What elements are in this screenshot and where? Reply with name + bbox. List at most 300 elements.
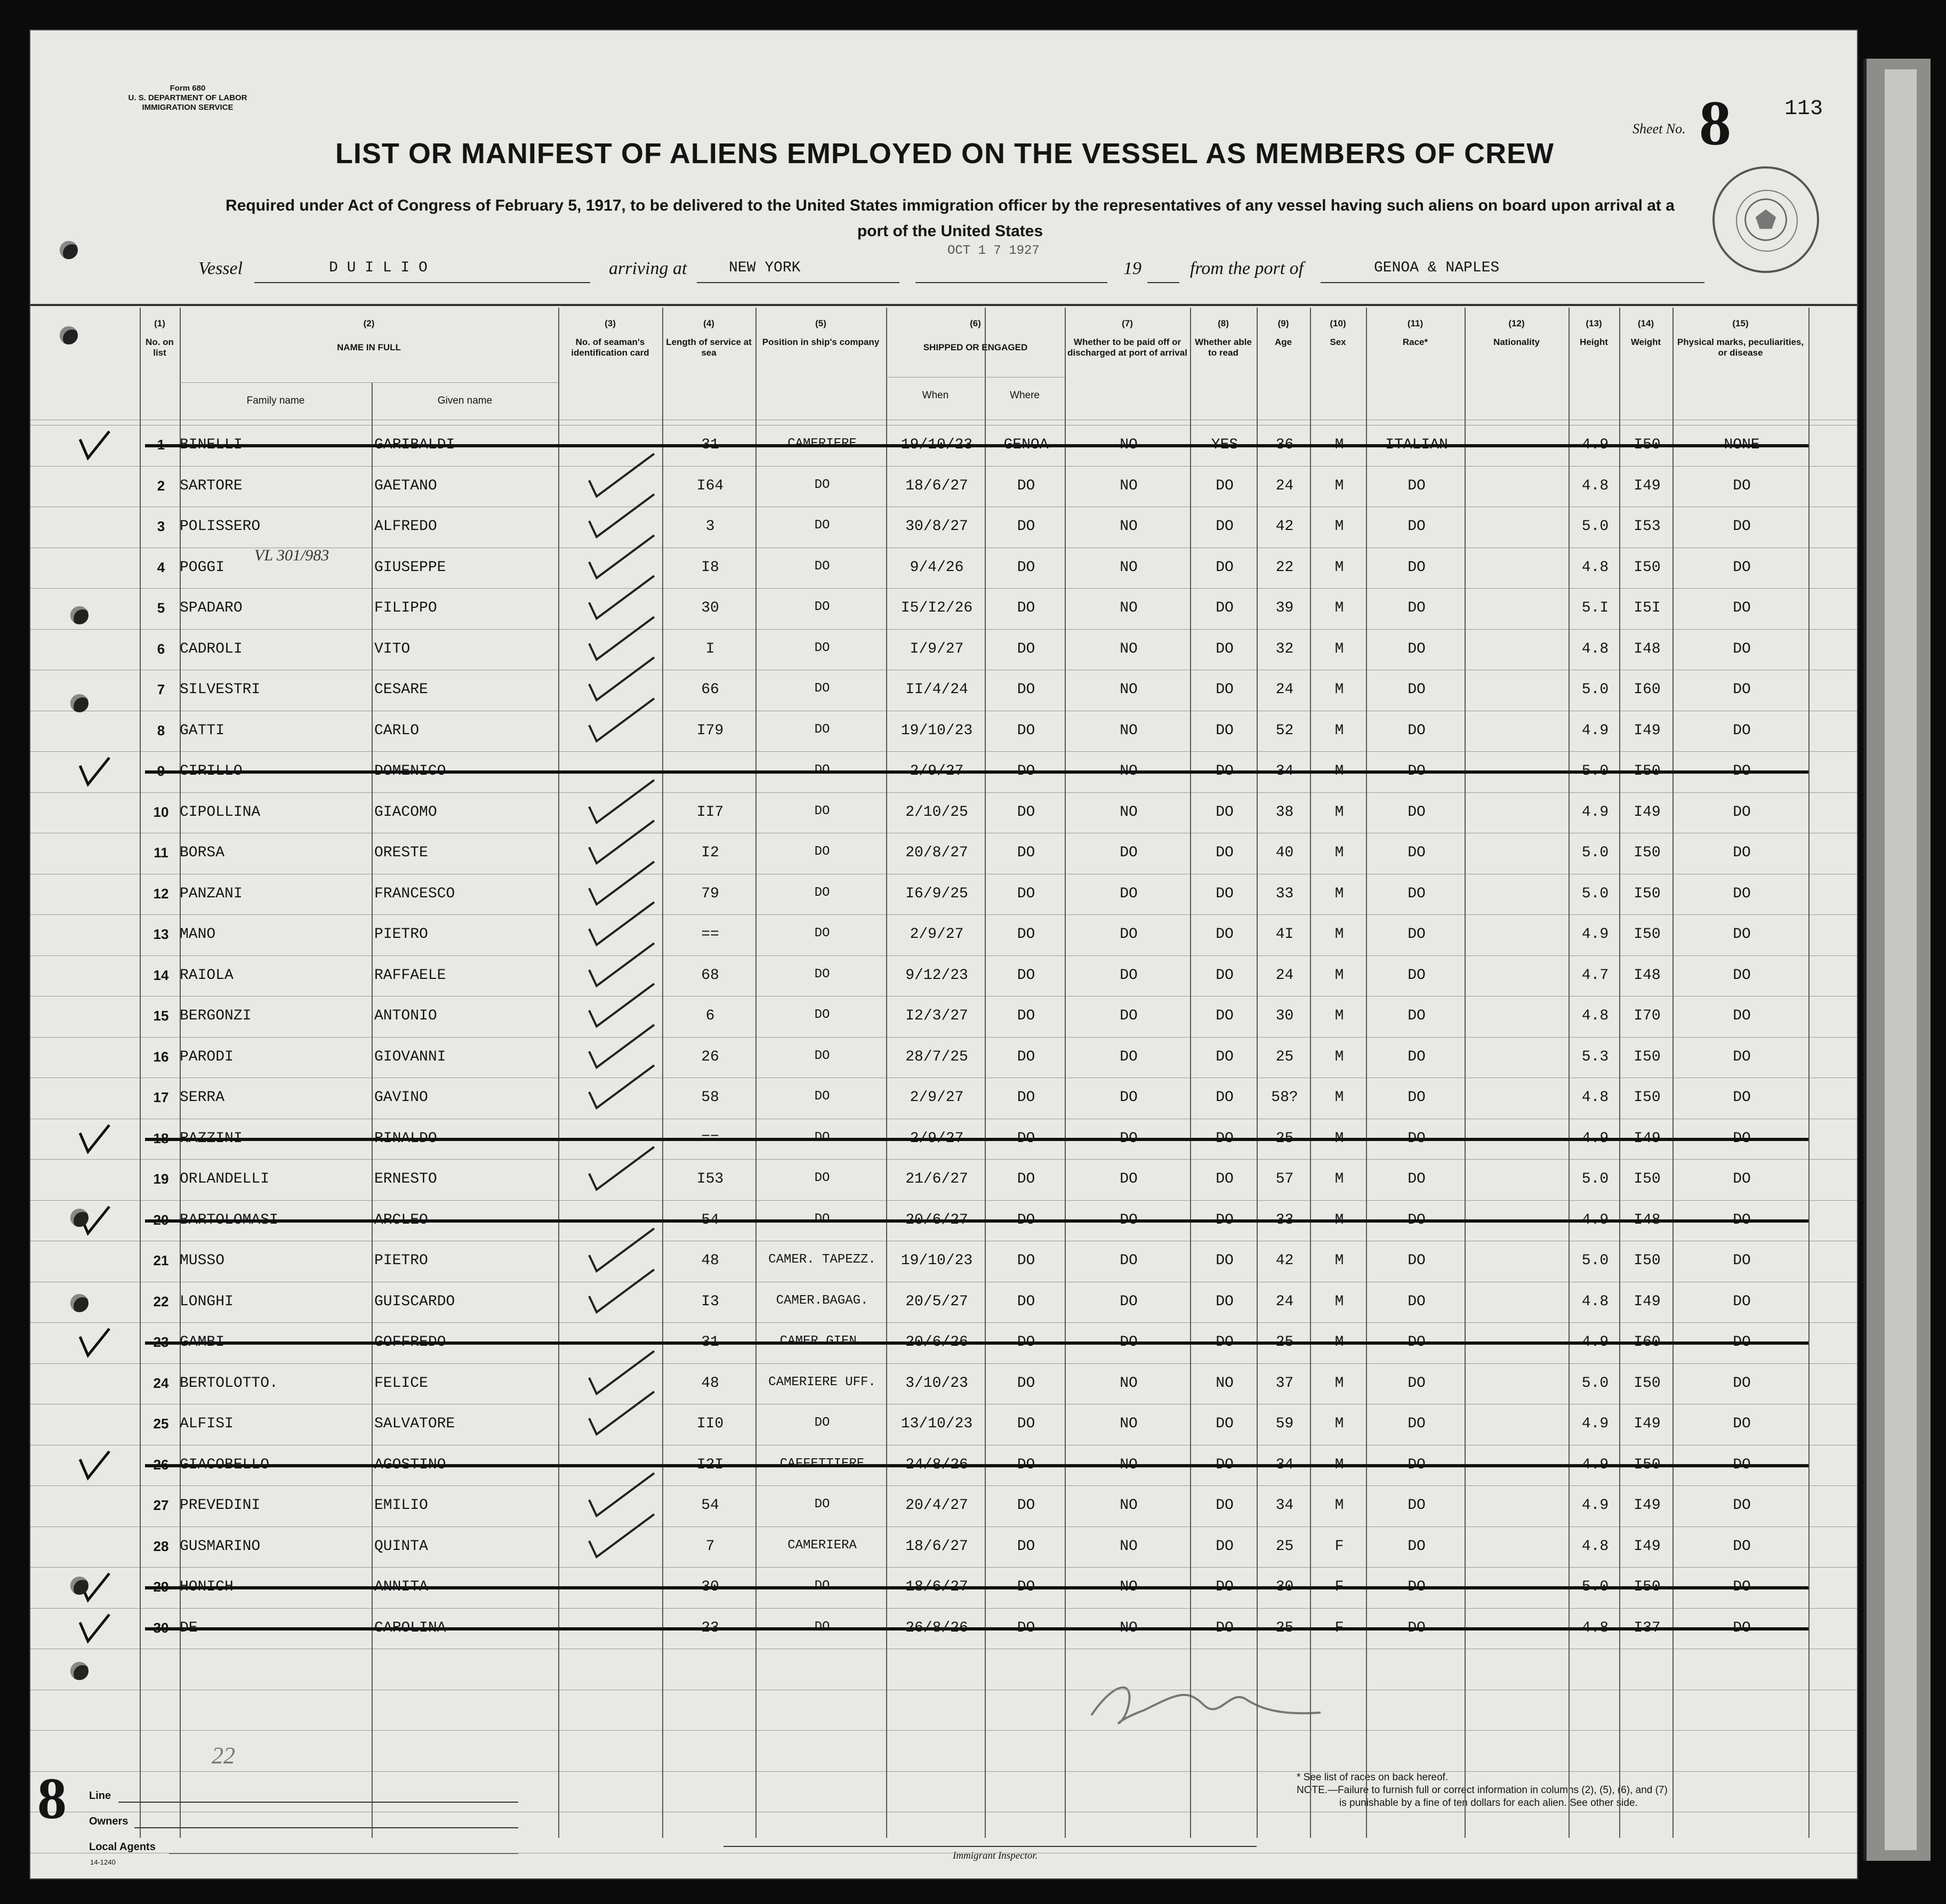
cell-given: GAVINO [374,1089,428,1106]
cell-position: DO [814,477,830,492]
cell-service: 54 [701,1497,719,1514]
cell-marks: DO [1733,1252,1751,1269]
cell-sex: M [1334,437,1344,453]
column-number: (11) [1407,318,1424,328]
arriving-port: NEW YORK [729,260,801,276]
cell-paid: NO [1120,640,1138,657]
cell-age: 25 [1275,1334,1294,1351]
cell-where: DO [1017,1538,1035,1555]
shipped-split-rule [985,377,986,1838]
cell-family: POLISSERO [180,518,261,535]
row-number: 13 [153,926,169,942]
cell-paid: NO [1120,437,1138,453]
row-number: 30 [153,1619,169,1636]
cell-weight: I50 [1634,1375,1661,1392]
row-number: 28 [153,1538,169,1554]
cell-family: POGGI [180,559,225,576]
cell-where: DO [1017,1008,1035,1024]
cell-height: 5.0 [1581,1252,1609,1269]
cell-read: DO [1216,1171,1234,1187]
row-number: 7 [157,681,165,697]
cell-height: 4.8 [1581,1089,1609,1106]
cell-when: 3/10/23 [905,1375,968,1392]
cell-sex: M [1334,804,1344,821]
cell-sex: M [1334,1375,1344,1392]
row-number: 25 [153,1416,169,1432]
cell-weight: I60 [1634,681,1661,698]
penalty-note-line-2: is punishable by a fine of ten dollars for each alien. See other side. [1339,1797,1638,1809]
cell-given: RAFFAELE [374,967,446,984]
cell-service: 79 [701,885,719,902]
cell-marks: DO [1733,804,1751,821]
cell-race: DO [1408,640,1426,657]
cell-paid: NO [1120,559,1138,576]
cell-when: 9/12/23 [905,967,968,984]
cell-age: 37 [1275,1375,1294,1392]
margin-check-icon [77,1612,115,1646]
handwritten-count: 22 [212,1742,235,1769]
cell-paid: DO [1120,845,1138,861]
row-rule [30,1485,1858,1486]
row-rule [30,1771,1858,1772]
cell-weight: I49 [1634,722,1661,739]
cell-age: 39 [1275,600,1294,616]
punch-hole-icon [60,326,78,344]
cell-sex: M [1334,763,1344,780]
cell-marks: DO [1733,600,1751,616]
cell-height: 4.9 [1581,1334,1609,1351]
cell-height: 5.0 [1581,763,1609,780]
where-subhead: Where [1010,390,1040,401]
cell-height: 4.8 [1581,1293,1609,1310]
cell-sex: M [1334,1211,1344,1228]
cell-race: ITALIAN [1385,437,1448,453]
check-mark-icon [585,1267,660,1317]
margin-check-icon [77,1449,115,1483]
cell-weight: I50 [1634,1579,1661,1595]
cell-marks: DO [1733,1538,1751,1555]
cell-position: CAMERIERE [787,437,857,451]
cell-position: DO [814,640,830,655]
row-number: 10 [153,804,169,820]
cell-race: DO [1408,600,1426,616]
cell-family: PREVEDINI [180,1497,261,1514]
cell-position: DO [814,1089,830,1104]
cell-where: DO [1017,1619,1035,1636]
cell-race: DO [1408,967,1426,984]
row-number: 11 [154,845,168,861]
given-name-subhead: Given name [437,395,493,406]
cell-given: ARCLEO [374,1211,428,1228]
cell-height: 4.8 [1581,1008,1609,1024]
cell-when: 20/4/27 [905,1497,968,1514]
check-mark-icon [585,1144,660,1195]
year-label: 19 [1123,259,1141,278]
column-number: (14) [1637,318,1654,328]
cell-given: GIOVANNI [374,1048,446,1065]
cell-read: DO [1216,1089,1234,1106]
row-number: 9 [157,763,165,779]
cell-marks: DO [1733,518,1751,535]
cell-height: 4.8 [1581,559,1609,576]
column-rule [1619,308,1620,1838]
cell-marks: DO [1733,1089,1751,1106]
margin-check-icon [77,1122,115,1157]
cell-read: DO [1216,1619,1234,1636]
cell-race: DO [1408,722,1426,739]
cell-where: DO [1017,477,1035,494]
cell-service: 23 [701,1619,719,1636]
adjacent-page-strip [1885,69,1917,1850]
cell-service: 48 [701,1375,719,1392]
cell-where: DO [1017,1252,1035,1269]
cell-service: 66 [701,681,719,698]
column-number: (8) [1218,318,1229,328]
cell-service: 30 [701,600,719,616]
cell-where: DO [1017,1171,1035,1187]
cell-race: DO [1408,845,1426,861]
cell-weight: I5I [1634,600,1661,616]
cell-read: YES [1211,437,1239,453]
cell-sex: M [1334,1089,1344,1106]
cell-position: DO [814,559,830,574]
cell-height: 4.9 [1581,1130,1609,1147]
cell-marks: DO [1733,763,1751,780]
cell-when: I/9/27 [910,640,964,657]
cell-race: DO [1408,1416,1426,1432]
cell-paid: DO [1120,1130,1138,1147]
cell-race: DO [1408,1538,1426,1555]
cell-sex: M [1334,1252,1344,1269]
cell-given: GIACOMO [374,804,437,821]
column-number: (2) [363,318,375,328]
cell-paid: DO [1120,1252,1138,1269]
cell-given: ERNESTO [374,1171,437,1187]
cell-read: DO [1216,926,1234,943]
cell-weight: I50 [1634,1456,1661,1473]
cell-paid: DO [1120,1334,1138,1351]
cell-race: DO [1408,477,1426,494]
name-split-rule [372,382,373,1838]
cell-family: GUSMARINO [180,1538,261,1555]
row-rule [30,1730,1858,1731]
cell-weight: I60 [1634,1334,1661,1351]
family-name-subhead: Family name [246,395,305,406]
column-number: (9) [1277,318,1289,328]
cell-service: 31 [701,1334,719,1351]
cell-height: 4.9 [1581,926,1609,943]
cell-age: 32 [1275,640,1294,657]
penalty-note-line-1: NOTE.—Failure to furnish full or correct information in columns (2), (5), (6), and (7) [1297,1785,1668,1796]
cell-family: MANO [180,926,216,943]
check-mark-icon [585,696,660,746]
cell-height: 4.9 [1581,1211,1609,1228]
cell-family: CIPOLLINA [180,804,261,821]
cell-family: BORSA [180,845,225,861]
cell-service: 3 [705,518,715,535]
act-line-2: port of the United States [857,222,1043,240]
cell-paid: DO [1120,1089,1138,1106]
cell-family: HONICH [180,1579,234,1595]
cell-race: DO [1408,804,1426,821]
column-rule [755,308,757,1838]
cell-given: ORESTE [374,845,428,861]
cell-marks: DO [1733,1171,1751,1187]
cell-family: BARTOLOMASI [180,1211,278,1228]
cell-where: DO [1017,926,1035,943]
cell-given: CAROLINA [374,1619,446,1636]
cell-height: 4.9 [1581,722,1609,739]
table-top-rule [30,304,1858,306]
cell-when: 26/8/26 [905,1619,968,1636]
cell-family: PANZANI [180,885,243,902]
cell-read: DO [1216,1579,1234,1595]
row-number: 21 [153,1252,169,1268]
cell-position: DO [814,967,830,982]
inspector-signature [1070,1667,1390,1731]
row-number: 18 [153,1130,169,1146]
cell-where: DO [1017,518,1035,535]
cell-where: DO [1017,1416,1035,1432]
cell-paid: DO [1120,1293,1138,1310]
cell-sex: M [1334,1130,1344,1147]
cell-race: DO [1408,1252,1426,1269]
cell-marks: DO [1733,926,1751,943]
cell-marks: DO [1733,1334,1751,1351]
cell-given: GUISCARDO [374,1293,455,1310]
cell-height: 4.9 [1581,1497,1609,1514]
column-rule [1310,308,1311,1838]
strike-through-line [145,770,1808,774]
column-number: (6) [970,318,981,328]
cell-given: CARLO [374,722,420,739]
cell-where: DO [1017,640,1035,657]
column-label: Position in ship's company [762,337,880,347]
column-number: (5) [815,318,826,328]
cell-where: DO [1017,885,1035,902]
cell-position: DO [814,1619,830,1634]
sheet-number: 8 [1699,87,1731,158]
cell-race: DO [1408,926,1426,943]
cell-paid: DO [1120,926,1138,943]
cell-service: 48 [701,1252,719,1269]
cell-where: DO [1017,804,1035,821]
column-label: No. on list [146,337,174,358]
cell-where: DO [1017,1497,1035,1514]
cell-paid: NO [1120,681,1138,698]
cell-paid: NO [1120,1619,1138,1636]
row-number: 5 [157,600,165,616]
cell-given: GAETANO [374,477,437,494]
cell-height: 4.8 [1581,1538,1609,1555]
cell-race: DO [1408,559,1426,576]
row-number: 29 [153,1579,169,1595]
cell-sex: M [1334,477,1344,494]
strike-through-line [145,1219,1808,1223]
column-label: Sex [1330,337,1346,347]
cell-read: DO [1216,600,1234,616]
cell-weight: I49 [1634,1130,1661,1147]
column-rule [1808,308,1810,1838]
cell-when: 2/9/27 [910,1089,964,1106]
cell-height: 5.0 [1581,1375,1609,1392]
cell-marks: DO [1733,1211,1751,1228]
row-rule [30,1037,1858,1038]
cell-height: 5.0 [1581,518,1609,535]
cell-age: 30 [1275,1579,1294,1595]
punch-hole-icon [70,606,89,624]
cell-given: FRANCESCO [374,885,455,902]
cell-race: DO [1408,1008,1426,1024]
cell-position: DO [814,926,830,941]
cell-marks: DO [1733,1456,1751,1473]
cell-marks: DO [1733,640,1751,657]
department-name: U. S. DEPARTMENT OF LABOR [128,93,247,102]
row-number: 24 [153,1375,169,1391]
cell-position: CAFFETTIERE [779,1456,865,1471]
check-mark-icon [585,1512,660,1562]
cell-when: 2/9/27 [910,763,964,780]
cell-height: 5.0 [1581,1579,1609,1595]
cell-when: I2/3/27 [905,1008,968,1024]
cell-given: PIETRO [374,926,428,943]
cell-age: 24 [1275,967,1294,984]
cell-given: QUINTA [374,1538,428,1555]
cell-age: 4I [1275,926,1294,943]
cell-weight: I53 [1634,518,1661,535]
row-rule [30,914,1858,915]
cell-paid: NO [1120,1579,1138,1595]
cell-age: 36 [1275,437,1294,453]
cell-where: DO [1017,1089,1035,1106]
row-rule [30,751,1858,752]
cell-sex: M [1334,845,1344,861]
cell-read: DO [1216,640,1234,657]
row-rule [30,1567,1858,1568]
cell-weight: I50 [1634,437,1661,453]
cell-race: DO [1408,1171,1426,1187]
cell-where: DO [1017,967,1035,984]
cell-paid: NO [1120,477,1138,494]
cell-position: DO [814,1497,830,1512]
check-mark-icon [585,1063,660,1113]
cell-sex: M [1334,926,1344,943]
cell-service: I3 [701,1293,719,1310]
cell-weight: I37 [1634,1619,1661,1636]
sheet-number-label: Sheet No. [1633,121,1686,136]
cell-sex: M [1334,967,1344,984]
from-port-label: from the port of [1190,259,1304,278]
cell-age: 24 [1275,681,1294,698]
cell-sex: M [1334,1171,1344,1187]
cell-height: 4.8 [1581,1619,1609,1636]
column-rule [1366,308,1367,1838]
service-name: IMMIGRATION SERVICE [142,103,234,112]
cell-position: DO [814,1416,830,1430]
column-rule [662,308,663,1838]
cell-age: 40 [1275,845,1294,861]
cell-where: DO [1017,1211,1035,1228]
cell-age: 33 [1275,885,1294,902]
cell-family: RAZZINI [180,1130,243,1147]
cell-service: II7 [696,804,724,821]
inspector-label: Immigrant Inspector. [953,1850,1038,1861]
cell-family: SILVESTRI [180,681,261,698]
footer-sheet-number: 8 [37,1766,67,1831]
cell-given: SALVATORE [374,1416,455,1432]
cell-paid: NO [1120,763,1138,780]
row-number: 16 [153,1048,169,1065]
cell-given: FELICE [374,1375,428,1392]
cell-where: DO [1017,1048,1035,1065]
column-rule [180,308,181,1838]
cell-height: 4.8 [1581,477,1609,494]
cell-position: DO [814,804,830,818]
cell-given: ALFREDO [374,518,437,535]
cell-paid: NO [1120,600,1138,616]
cell-position: CAMER. TAPEZZ. [768,1252,876,1267]
cell-when: 2/9/27 [910,1130,964,1147]
column-rule [1190,308,1191,1838]
cell-read: NO [1216,1375,1234,1392]
cell-where: DO [1017,1293,1035,1310]
cell-service: I79 [696,722,724,739]
cell-position: CAMER.BAGAG. [776,1293,869,1308]
cell-height: 5.3 [1581,1048,1609,1065]
column-number: (3) [605,318,616,328]
cell-position: CAMER.GIEN. [779,1334,865,1348]
cell-weight: I50 [1634,845,1661,861]
row-rule [30,1322,1858,1323]
column-label: Physical marks, peculiarities, or disease [1677,337,1804,358]
form-code: 14-1240 [90,1858,116,1866]
cell-paid: NO [1120,1497,1138,1514]
cell-paid: NO [1120,1538,1138,1555]
cell-weight: I49 [1634,1293,1661,1310]
cell-marks: DO [1733,1293,1751,1310]
cell-paid: DO [1120,1008,1138,1024]
cell-read: DO [1216,1293,1234,1310]
cell-family: SPADARO [180,600,243,616]
cell-when: 20/5/27 [905,1293,968,1310]
cell-family: GATTI [180,722,225,739]
cell-family: BERTOLOTTO. [180,1375,278,1392]
cell-family: SARTORE [180,477,243,494]
cell-race: DO [1408,1048,1426,1065]
cell-read: DO [1216,763,1234,780]
margin-check-icon [77,1326,115,1361]
column-rule [1672,308,1674,1838]
cell-sex: M [1334,518,1344,535]
cell-weight: I50 [1634,1171,1661,1187]
cell-sex: M [1334,600,1344,616]
cell-service: II0 [696,1416,724,1432]
cell-when: I5/I2/26 [900,600,973,616]
cell-sex: F [1334,1619,1344,1636]
cell-family: ORLANDELLI [180,1171,270,1187]
cell-paid: DO [1120,1171,1138,1187]
cell-age: 25 [1275,1130,1294,1147]
cell-paid: NO [1120,1456,1138,1473]
column-label: SHIPPED OR ENGAGED [923,342,1028,352]
cell-marks: DO [1733,477,1751,494]
row-number: 27 [153,1497,169,1513]
column-number: (7) [1122,318,1133,328]
cell-given: VITO [374,640,411,657]
cell-weight: I49 [1634,1538,1661,1555]
cell-family: GIACOBELLO [180,1456,270,1473]
cell-read: DO [1216,681,1234,698]
